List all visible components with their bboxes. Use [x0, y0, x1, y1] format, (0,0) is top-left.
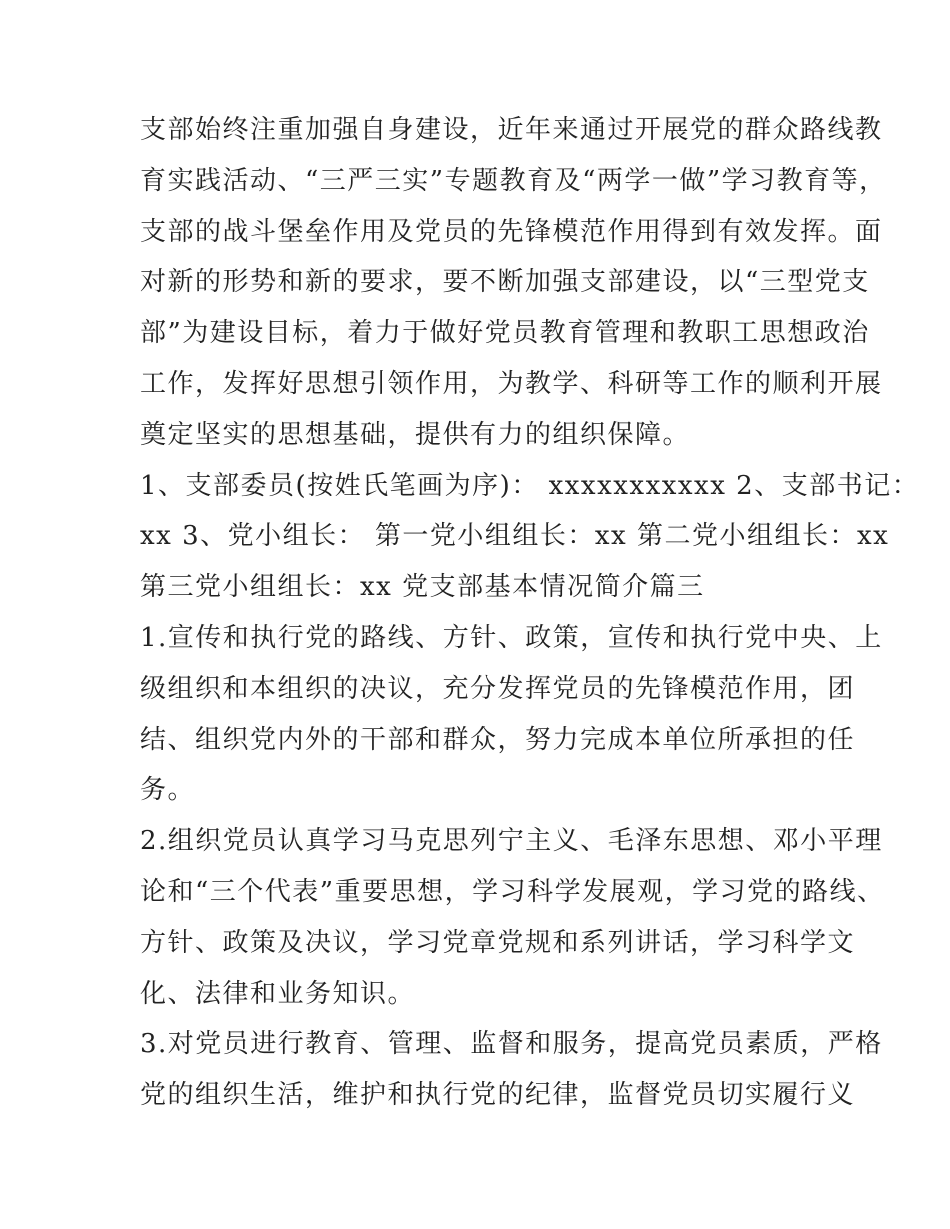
- text-line: 方针、政策及决议，学习党章党规和系列讲话，学习科学文: [140, 927, 856, 958]
- text-line: 部”为建设目标，着力于做好党员教育管理和教职工思想政治: [140, 318, 870, 349]
- text-line: 论和“三个代表”重要思想，学习科学发展观，学习党的路线、: [140, 876, 885, 907]
- text-line: 工作，发挥好思想引领作用，为教学、科研等工作的顺利开展: [140, 368, 883, 399]
- document-body: [140, 105, 920, 1121]
- text-line: 级组织和本组织的决议，充分发挥党员的先锋模范作用，团: [140, 673, 856, 704]
- text-line: 务。: [140, 775, 196, 806]
- text-line: 奠定坚实的思想基础，提供有力的组织保障。: [140, 419, 691, 450]
- text-line: 结、组织党内外的干部和群众，努力完成本单位所承担的任: [140, 724, 856, 755]
- text-line: 对新的形势和新的要求，要不断加强支部建设，以“三型党支: [140, 267, 870, 298]
- text-line: xx 3、党小组长： 第一党小组组长：xx 第二党小组组长：xx: [140, 521, 890, 552]
- text-line: 2.组织党员认真学习马克思列宁主义、毛泽东思想、邓小平理: [140, 826, 883, 857]
- text-line: 1、支部委员(按姓氏笔画为序)： xxxxxxxxxxx 2、支部书记：: [140, 470, 920, 501]
- text-line: 第三党小组组长：xx 党支部基本情况简介篇三: [140, 572, 705, 603]
- text-line: 党的组织生活，维护和执行党的纪律，监督党员切实履行义: [140, 1080, 856, 1111]
- text-line: 1.宣传和执行党的路线、方针、政策，宣传和执行党中央、上: [140, 622, 883, 653]
- text-line: 育实践活动、“三严三实”专题教育及“两学一做”学习教育等，: [140, 165, 887, 196]
- text-line: 3.对党员进行教育、管理、监督和服务，提高党员素质，严格: [140, 1029, 883, 1060]
- text-line: 支部始终注重加强自身建设，近年来通过开展党的群众路线教: [140, 115, 883, 145]
- text-line: 化、法律和业务知识。: [140, 978, 416, 1009]
- text-line: 支部的战斗堡垒作用及党员的先锋模范作用得到有效发挥。面: [140, 216, 883, 247]
